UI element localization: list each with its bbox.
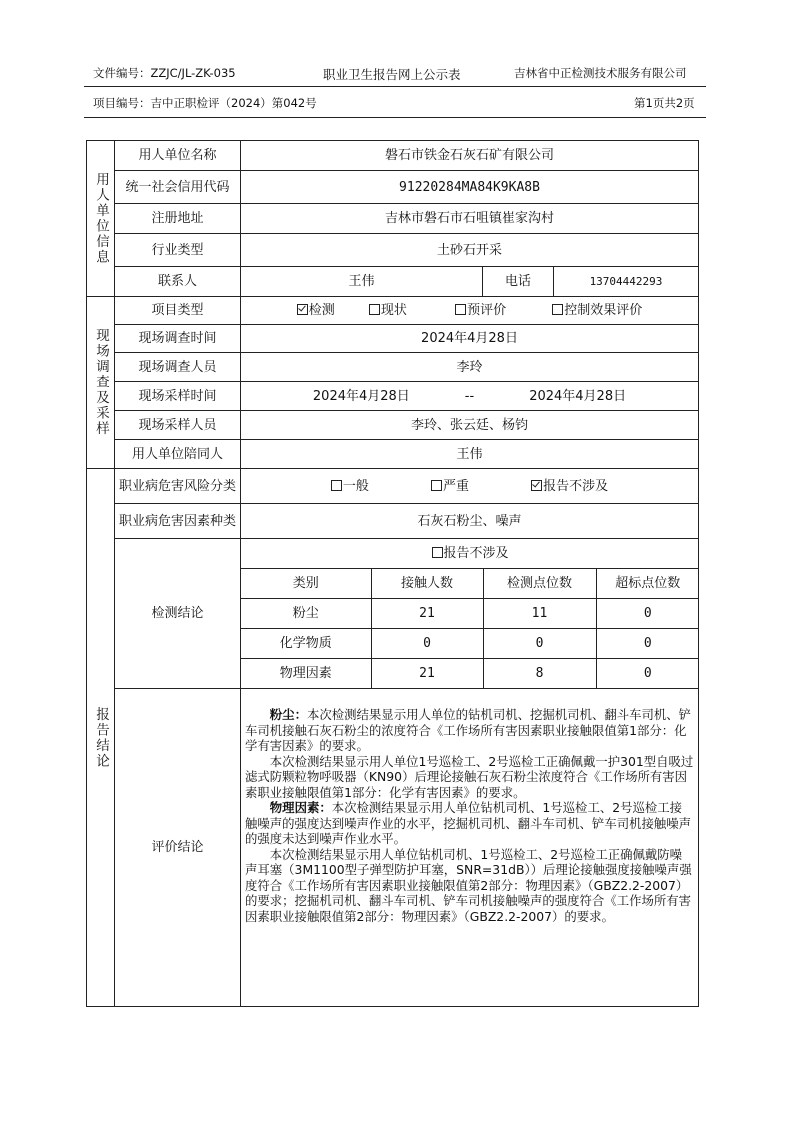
column-header: 超标点位数 [596, 569, 699, 599]
disclosure-table [86, 140, 699, 1007]
table-row [241, 599, 699, 629]
evaluation-row [87, 689, 699, 1007]
option-general[interactable]: 一般 [331, 479, 369, 494]
company-name: 吉林省中正检测技术服务有限公司 [514, 66, 687, 80]
factor-row [87, 504, 699, 539]
paragraph-physical: 物理因素：本次检测结果显示用人单位钻机司机、1号巡检工、2号巡检工接触噪声的强度达到噪声作业的水平，挖掘机司机、翻斗车司机、铲车司机接触噪声的强度未达到噪声作业水平。 [245, 800, 692, 846]
employer-name-label: 用人单位名称 [115, 141, 241, 171]
table-cell: 物理因素 [241, 659, 371, 689]
sampling-start: 2024年4月28日 [312, 388, 410, 404]
credit-code-row [87, 171, 699, 204]
contact-label: 联系人 [115, 267, 241, 297]
industry-row [87, 234, 699, 267]
option-status[interactable]: 现状 [369, 303, 407, 318]
paragraph-dust: 粉尘：本次检测结果显示用人单位的钻机司机、挖掘机司机、翻斗车司机、铲车司机接触石灰石粉尘的浓度符合《工作场所有害因素职业接触限值第1部分：化学有害因素》的要求。 [245, 707, 692, 753]
project-type-label: 项目类型 [115, 297, 241, 325]
sampling-end: 2024年4月28日 [529, 388, 627, 404]
evaluation-text [241, 689, 699, 1007]
option-control-evaluation[interactable]: 控制效果评价 [552, 303, 642, 318]
sampling-separator: -- [464, 388, 475, 404]
section-report: 报告结论 [87, 469, 115, 1007]
table-header-row [241, 569, 699, 599]
credit-code-label: 统一社会信用代码 [115, 171, 241, 204]
project-type-row [87, 297, 699, 325]
table-cell: 0 [596, 599, 699, 629]
factor-label: 职业病危害因素种类 [115, 504, 241, 539]
section-employer: 用人单位信息 [87, 141, 115, 297]
surveyor-row [87, 353, 699, 382]
header-rule [84, 86, 706, 87]
address-label: 注册地址 [115, 204, 241, 234]
table-cell: 21 [371, 659, 483, 689]
phone: 13704442293 [589, 275, 663, 288]
file-number: 文件编号：ZZJC/JL-ZK-035 [93, 66, 236, 80]
risk-options [241, 469, 699, 504]
option-detection[interactable]: 检测 [297, 303, 335, 318]
address: 吉林市磐石市石咀镇崔家沟村 [241, 204, 699, 234]
sampling-time-row [87, 382, 699, 411]
option-pre-evaluation[interactable]: 预评价 [455, 303, 506, 318]
table-cell: 8 [483, 659, 596, 689]
industry: 土砂石开采 [241, 234, 699, 267]
option-detection-not-involved[interactable]: 报告不涉及 [432, 546, 509, 561]
checkbox-checked-icon [531, 480, 542, 491]
table-cell: 化学物质 [241, 629, 371, 659]
escort-row [87, 440, 699, 469]
credit-code: 91220284MA84K9KA8B [241, 171, 699, 204]
table-cell: 0 [483, 629, 596, 659]
table-row [241, 659, 699, 689]
paragraph-respirator: 本次检测结果显示用人单位1号巡检工、2号巡检工正确佩戴一护301型自吸过滤式防颗粒物呼吸器（KN90）后理论接触石灰石粉尘浓度符合《工作场所有害因素职业接触限值第1部分：化学有害因素》的要求。 [245, 753, 694, 800]
risk-row [87, 469, 699, 504]
checkbox-icon [369, 304, 380, 315]
column-header: 检测点位数 [483, 569, 596, 599]
checkbox-checked-icon [297, 304, 308, 315]
sampling-time-label: 现场采样时间 [115, 382, 241, 411]
escort-label: 用人单位陪同人 [115, 440, 241, 469]
table-cell: 21 [371, 599, 483, 629]
detection-table [241, 539, 699, 688]
phone-label: 电话 [483, 267, 554, 296]
checkbox-icon [552, 304, 563, 315]
column-header: 接触人数 [371, 569, 483, 599]
survey-time-label: 现场调查时间 [115, 325, 241, 353]
option-not-involved[interactable]: 报告不涉及 [531, 479, 608, 494]
checkbox-icon [455, 304, 466, 315]
employer-name: 磐石市铁金石灰石矿有限公司 [241, 141, 699, 171]
industry-label: 行业类型 [115, 234, 241, 267]
column-header: 类别 [241, 569, 371, 599]
factors: 石灰石粉尘、噪声 [241, 504, 699, 539]
checkbox-icon [331, 480, 342, 491]
sampler-label: 现场采样人员 [115, 411, 241, 440]
option-serious[interactable]: 严重 [431, 479, 469, 494]
contact-person: 王伟 [241, 267, 483, 297]
checkbox-icon [431, 480, 442, 491]
table-cell: 0 [371, 629, 483, 659]
table-row [241, 629, 699, 659]
page-number: 第1页共2页 [634, 96, 695, 110]
surveyor: 李玲 [241, 353, 699, 382]
project-type-options [241, 297, 699, 325]
detection-not-involved [241, 539, 699, 569]
contact-row [87, 267, 699, 297]
table-cell: 0 [596, 629, 699, 659]
employer-name-row [87, 141, 699, 171]
sampler-row [87, 411, 699, 440]
table-cell: 11 [483, 599, 596, 629]
project-number: 项目编号：吉中正职检评（2024）第042号 [93, 96, 317, 110]
survey-time-row [87, 325, 699, 353]
samplers: 李玲、张云廷、杨钧 [241, 411, 699, 440]
evaluation-label: 评价结论 [115, 689, 241, 1007]
escort: 王伟 [241, 440, 699, 469]
risk-label: 职业病危害风险分类 [115, 469, 241, 504]
detection-row [87, 539, 699, 689]
address-row [87, 204, 699, 234]
table-cell: 粉尘 [241, 599, 371, 629]
table-cell: 0 [596, 659, 699, 689]
paragraph-earplug: 本次检测结果显示用人单位钻机司机、1号巡检工、2号巡检工正确佩戴防噪声耳塞（3M1100型子弹型防护耳塞，SNR=31dB））后理论接触强度接触噪声强度符合《工作场所有害因素职业接触限值第2部分：物理因素》（GBZ2.2-2007）的要求；挖掘机司机、翻斗车司机、铲车司机接触噪声的强度符合《工作场所有害因素职业接触限值第2部分：物理因素》（GBZ2.2-2007）的要求。 [245, 846, 692, 924]
checkbox-icon [432, 547, 443, 558]
section-survey: 现场调查及采样 [87, 297, 115, 469]
detection-label: 检测结论 [115, 539, 241, 689]
document-title: 职业卫生报告网上公示表 [323, 67, 461, 82]
survey-time: 2024年4月28日 [241, 325, 699, 353]
surveyor-label: 现场调查人员 [115, 353, 241, 382]
header-rule-2 [84, 117, 706, 118]
